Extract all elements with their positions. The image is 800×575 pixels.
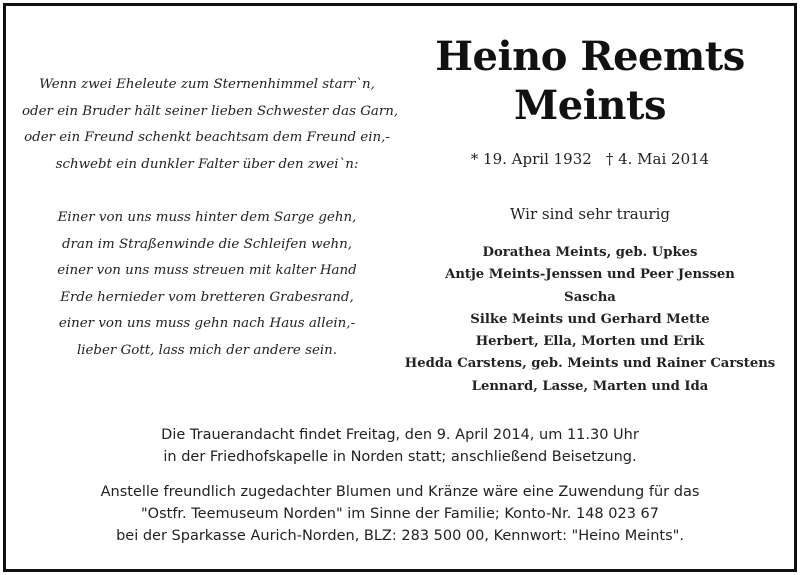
poem-line: Wenn zwei Eheleute zum Sternenhimmel starr`n, (39, 77, 375, 92)
poem-line: lieber Gott, lass mich der andere sein. (76, 342, 338, 358)
mourner-line: Lennard, Lasse, Marten und Ida (471, 378, 709, 394)
poem-line: Einer von uns muss hinter dem Sarge gehn, (57, 210, 357, 225)
poem-line: oder ein Bruder hält seiner lieben Schwester das Garn, (22, 103, 399, 119)
name-line-1: Heino Reemts (435, 33, 745, 80)
birth-date: * 19. April 1932 (470, 150, 592, 168)
poem (22, 72, 399, 364)
poem-line: Erde hernieder vom bretteren Grabesrand, (60, 289, 354, 305)
life-dates (385, 150, 795, 168)
poem-line: dran im Straßenwinde die Schleifen wehn, (61, 236, 353, 252)
poem-line: oder ein Freund schenkt beachtsam dem Freund ein,- (24, 130, 390, 145)
mourner-line: Sascha (564, 289, 616, 305)
poem-line: einer von uns muss gehn nach Haus allein,- (58, 316, 356, 331)
deceased-name (385, 32, 795, 130)
service-line: Die Trauerandacht findet Freitag, den 9. April 2014, um 11.30 Uhr (161, 427, 639, 443)
death-date: † 4. Mai 2014 (605, 150, 710, 168)
mourner-line: Silke Meints und Gerhard Mette (470, 311, 710, 327)
mourner-line: Hedda Carstens, geb. Meints und Rainer Carstens (404, 356, 776, 372)
service-line: in der Friedhofskapelle in Norden statt; anschließend Beisetzung. (163, 449, 637, 465)
poem-line: schwebt ein dunkler Falter über den zwei`n: (55, 156, 359, 172)
donation-line: Anstelle freundlich zugedachter Blumen und Kränze wäre eine Zuwendung für das (100, 484, 700, 500)
mourner-line: Herbert, Ella, Morten und Erik (475, 334, 705, 350)
mourner-line: Dorathea Meints, geb. Upkes (482, 245, 698, 260)
donation-line: "Ostfr. Teemuseum Norden" im Sinne der Familie; Konto-Nr. 148 023 67 (141, 506, 659, 522)
mourner-line: Antje Meints-Jenssen und Peer Jenssen (445, 267, 735, 283)
donation-notice (0, 481, 800, 547)
mourning-intro: Wir sind sehr traurig (510, 205, 670, 223)
service-notice (0, 424, 800, 468)
poem-stanza-1 (22, 72, 399, 178)
donation-line: bei der Sparkasse Aurich-Norden, BLZ: 283 500 00, Kennwort: "Heino Meints". (116, 528, 684, 544)
mourners-list (385, 242, 795, 398)
poem-stanza-2 (22, 205, 392, 364)
name-line-2: Meints (514, 82, 666, 129)
poem-line: einer von uns muss streuen mit kalter Hand (57, 263, 357, 278)
